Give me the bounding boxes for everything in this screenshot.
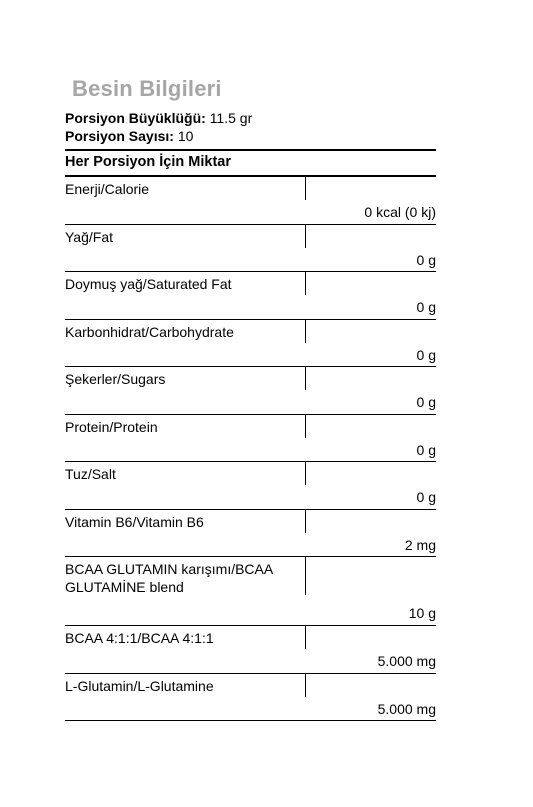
nutrient-name: BCAA GLUTAMIN karışımı/BCAA GLUTAMİNE blend (65, 561, 273, 595)
nutrient-name: Protein/Protein (65, 418, 158, 435)
column-divider (305, 177, 306, 200)
nutrient-row (65, 415, 436, 463)
nutrient-amount: 0 g (416, 441, 436, 458)
nutrient-amount: 5.000 mg (377, 653, 436, 669)
column-divider (305, 510, 306, 533)
column-divider (305, 272, 306, 295)
nutrient-name: Şekerler/Sugars (65, 371, 166, 387)
nutrient-row (65, 462, 436, 510)
servings-count-value: 10 (177, 128, 194, 144)
column-divider (305, 674, 306, 697)
nutrient-amount: 10 g (408, 605, 436, 621)
nutrient-row (65, 320, 436, 368)
servings-count-label: Porsiyon Sayısı: (65, 128, 174, 144)
column-divider (305, 225, 306, 248)
nutrient-amount: 0 g (416, 346, 436, 363)
column-divider (305, 462, 306, 485)
nutrient-row (65, 272, 436, 320)
column-divider (305, 367, 306, 390)
column-divider (305, 557, 306, 595)
column-divider (305, 320, 306, 343)
nutrient-name: Enerji/Calorie (65, 181, 150, 197)
nutrient-amount: 0 g (416, 394, 436, 410)
nutrient-amount: 0 g (416, 299, 436, 315)
nutrient-name: Karbonhidrat/Carbohydrate (65, 323, 234, 340)
column-header: Her Porsiyon İçin Miktar (65, 151, 436, 177)
column-divider (305, 626, 306, 649)
column-divider (305, 415, 306, 438)
nutrient-row (65, 225, 436, 273)
serving-size-label: Porsiyon Büyüklüğü: (65, 110, 206, 126)
nutrient-name: BCAA 4:1:1/BCAA 4:1:1 (65, 630, 214, 646)
nutrient-amount: 5.000 mg (377, 700, 436, 717)
nutrient-row (65, 510, 436, 558)
nutrient-row (65, 177, 436, 225)
nutrient-name: Vitamin B6/Vitamin B6 (65, 513, 204, 530)
serving-size-line (65, 109, 436, 127)
nutrient-name: Yağ/Fat (65, 228, 113, 245)
serving-size-value: 11.5 gr (209, 110, 253, 126)
nutrient-name: Tuz/Salt (65, 466, 116, 482)
nutrient-row (65, 674, 436, 722)
panel-title: Besin Bilgileri (72, 76, 222, 101)
servings-count-line (65, 127, 436, 145)
nutrient-name: L-Glutamin/L-Glutamine (65, 677, 214, 694)
nutrient-amount: 0 g (416, 489, 436, 505)
nutrient-amount: 0 g (416, 251, 436, 268)
nutrient-row (65, 367, 436, 415)
nutrition-facts-panel (65, 74, 436, 721)
nutrient-name: Doymuş yağ/Saturated Fat (65, 276, 232, 292)
nutrient-row (65, 557, 436, 626)
nutrient-amount: 2 mg (404, 536, 436, 553)
nutrient-row (65, 626, 436, 674)
nutrient-amount: 0 kcal (0 kj) (364, 204, 436, 220)
